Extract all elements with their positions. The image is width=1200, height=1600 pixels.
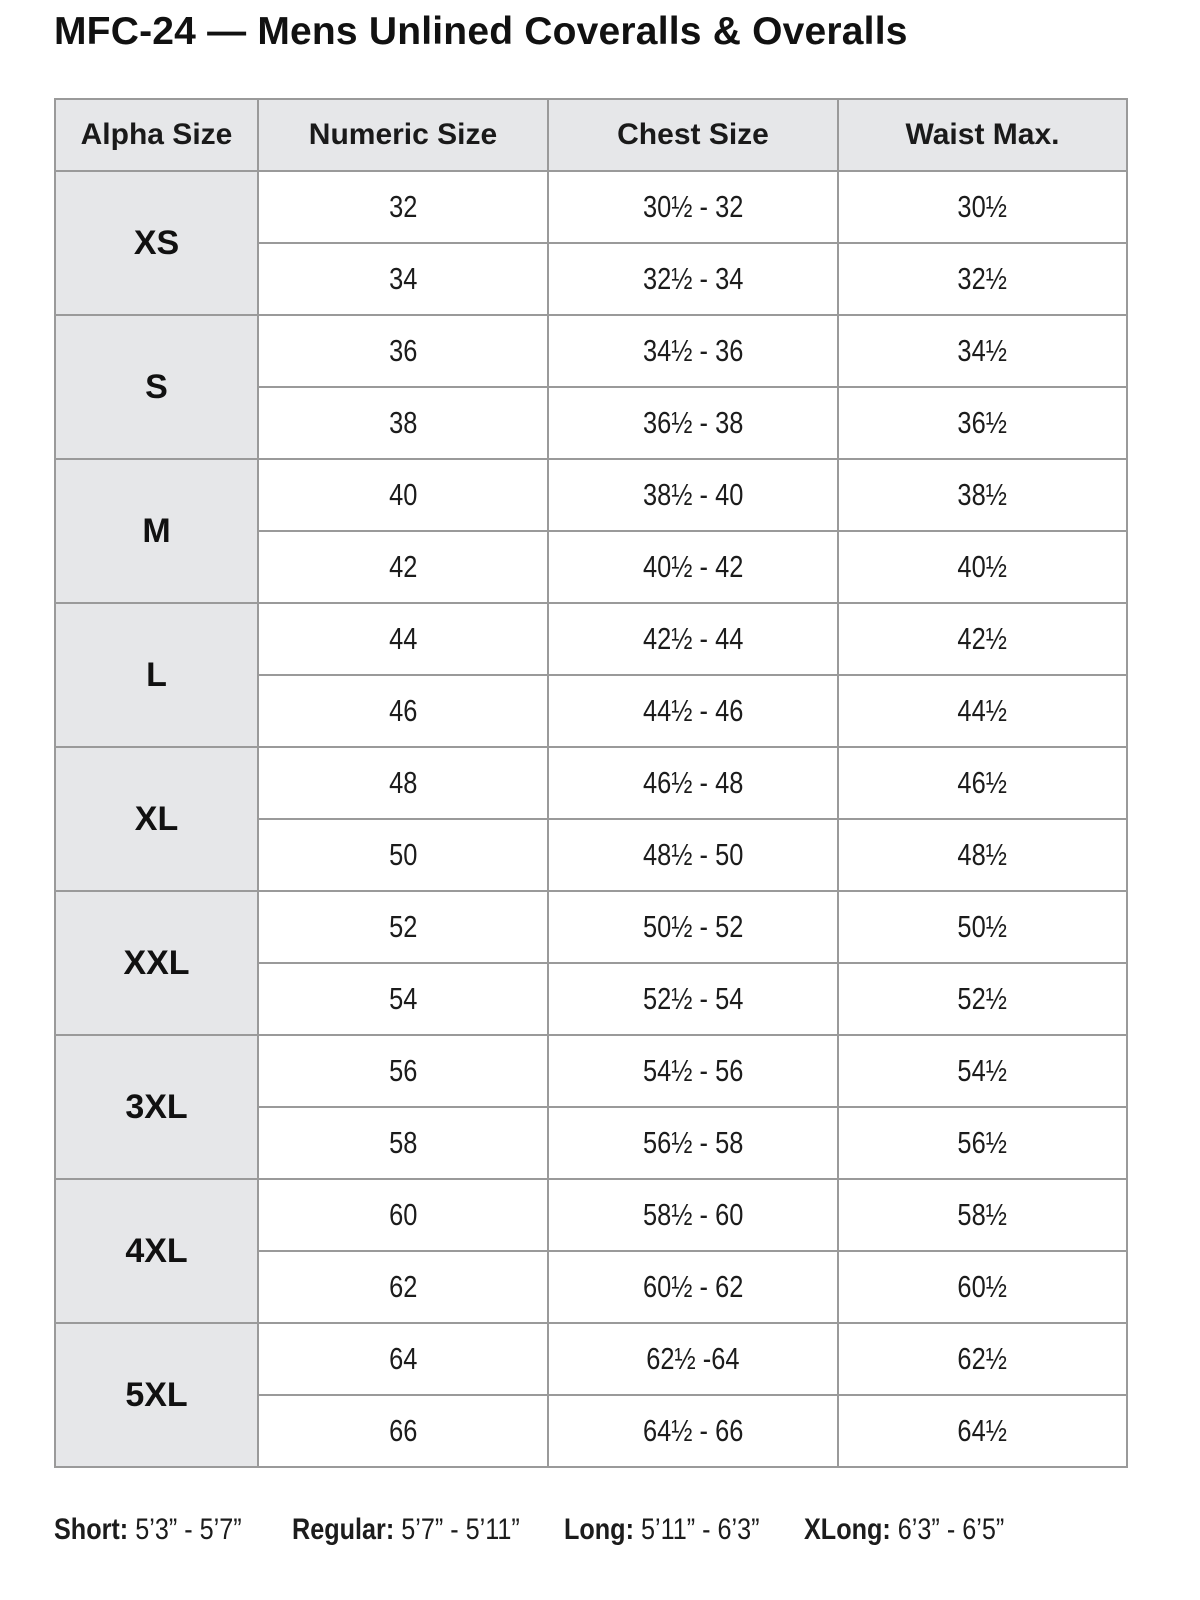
chest-size-cell (548, 891, 838, 963)
numeric-size-cell (258, 531, 548, 603)
numeric-size-value: 34 (388, 261, 418, 296)
numeric-size-cell (258, 963, 548, 1035)
chest-size-value: 44½ - 46 (642, 693, 744, 728)
waist-max-cell (838, 315, 1127, 387)
waist-max-value: 42½ (957, 621, 1008, 656)
waist-max-value: 64½ (957, 1413, 1008, 1448)
waist-max-value: 36½ (957, 405, 1008, 440)
waist-max-cell (838, 1323, 1127, 1395)
numeric-size-value: 46 (388, 693, 418, 728)
numeric-size-value: 42 (388, 549, 418, 584)
chest-size-cell (548, 243, 838, 315)
waist-max-cell (838, 171, 1127, 243)
chest-size-cell (548, 1035, 838, 1107)
page-title: MFC-24 — Mens Unlined Coveralls & Overalls (54, 10, 908, 53)
chest-size-value: 34½ - 36 (642, 333, 744, 368)
waist-max-cell (838, 243, 1127, 315)
length-value: 5’3” - 5’7” (135, 1513, 242, 1546)
alpha-size-cell: XXL (55, 891, 258, 1035)
table-body (55, 171, 1127, 1467)
numeric-size-value: 64 (388, 1341, 418, 1376)
waist-max-value: 32½ (957, 261, 1008, 296)
chest-size-cell (548, 675, 838, 747)
waist-max-value: 46½ (957, 765, 1008, 800)
chest-size-value: 64½ - 66 (642, 1413, 744, 1448)
numeric-size-cell (258, 1395, 548, 1467)
waist-max-cell (838, 675, 1127, 747)
alpha-size-cell: S (55, 315, 258, 459)
waist-max-value: 60½ (957, 1269, 1008, 1304)
numeric-size-value: 56 (388, 1053, 418, 1088)
waist-max-value: 50½ (957, 909, 1008, 944)
length-item-regular (292, 1513, 520, 1547)
numeric-size-value: 50 (388, 837, 418, 872)
alpha-size-cell: 3XL (55, 1035, 258, 1179)
waist-max-cell (838, 459, 1127, 531)
length-label: Short: (54, 1513, 129, 1546)
numeric-size-cell (258, 315, 548, 387)
chest-size-cell (548, 1395, 838, 1467)
chest-size-value: 48½ - 50 (642, 837, 744, 872)
waist-max-cell (838, 819, 1127, 891)
waist-max-cell (838, 747, 1127, 819)
numeric-size-value: 66 (388, 1413, 418, 1448)
chest-size-value: 38½ - 40 (642, 477, 744, 512)
waist-max-cell (838, 963, 1127, 1035)
chest-size-value: 58½ - 60 (642, 1197, 744, 1232)
waist-max-cell (838, 1395, 1127, 1467)
table-row (55, 603, 1127, 675)
chest-size-value: 30½ - 32 (642, 189, 744, 224)
numeric-size-cell (258, 459, 548, 531)
chest-size-cell (548, 1179, 838, 1251)
alpha-size-cell: XL (55, 747, 258, 891)
waist-max-value: 52½ (957, 981, 1008, 1016)
alpha-size-cell: 4XL (55, 1179, 258, 1323)
alpha-size-cell: M (55, 459, 258, 603)
chest-size-value: 60½ - 62 (642, 1269, 744, 1304)
length-value: 5’7” - 5’11” (401, 1513, 520, 1546)
numeric-size-value: 38 (388, 405, 418, 440)
table-row (55, 1179, 1127, 1251)
waist-max-value: 38½ (957, 477, 1008, 512)
waist-max-value: 34½ (957, 333, 1008, 368)
alpha-size-cell: XS (55, 171, 258, 315)
chest-size-cell (548, 315, 838, 387)
numeric-size-cell (258, 675, 548, 747)
numeric-size-cell (258, 603, 548, 675)
numeric-size-cell (258, 387, 548, 459)
chest-size-cell (548, 819, 838, 891)
size-chart-table (54, 98, 1128, 1468)
numeric-size-value: 58 (388, 1125, 418, 1160)
chest-size-value: 56½ - 58 (642, 1125, 744, 1160)
table-row (55, 459, 1127, 531)
numeric-size-value: 60 (388, 1197, 418, 1232)
numeric-size-value: 44 (388, 621, 418, 656)
waist-max-value: 40½ (957, 549, 1008, 584)
chest-size-value: 36½ - 38 (642, 405, 744, 440)
numeric-size-cell (258, 1251, 548, 1323)
chest-size-value: 32½ - 34 (642, 261, 744, 296)
numeric-size-cell (258, 819, 548, 891)
waist-max-value: 30½ (957, 189, 1008, 224)
numeric-size-value: 32 (388, 189, 418, 224)
alpha-size-cell: 5XL (55, 1323, 258, 1467)
numeric-size-value: 40 (388, 477, 418, 512)
chest-size-value: 50½ - 52 (642, 909, 744, 944)
waist-max-value: 62½ (957, 1341, 1008, 1376)
waist-max-cell (838, 891, 1127, 963)
chest-size-cell (548, 963, 838, 1035)
waist-max-cell (838, 387, 1127, 459)
chest-size-cell (548, 747, 838, 819)
waist-max-value: 58½ (957, 1197, 1008, 1232)
numeric-size-value: 52 (388, 909, 418, 944)
table-row (55, 171, 1127, 243)
chest-size-value: 42½ - 44 (642, 621, 744, 656)
table-row (55, 891, 1127, 963)
chest-size-value: 62½ -64 (646, 1341, 740, 1376)
numeric-size-cell (258, 1035, 548, 1107)
length-item-xlong (804, 1513, 1004, 1547)
length-label: XLong: (804, 1513, 891, 1546)
waist-max-cell (838, 531, 1127, 603)
header-alpha-size: Alpha Size (55, 99, 258, 171)
length-item-long (564, 1513, 760, 1547)
header-numeric-size: Numeric Size (258, 99, 548, 171)
waist-max-cell (838, 603, 1127, 675)
waist-max-cell (838, 1251, 1127, 1323)
waist-max-cell (838, 1107, 1127, 1179)
header-row (55, 99, 1127, 171)
numeric-size-cell (258, 891, 548, 963)
table-row (55, 1035, 1127, 1107)
waist-max-cell (838, 1179, 1127, 1251)
table-row (55, 747, 1127, 819)
waist-max-value: 56½ (957, 1125, 1008, 1160)
chest-size-cell (548, 1251, 838, 1323)
chest-size-value: 54½ - 56 (642, 1053, 744, 1088)
length-value: 5’11” - 6’3” (640, 1513, 760, 1546)
chest-size-cell (548, 459, 838, 531)
header-chest-size: Chest Size (548, 99, 838, 171)
table-row (55, 315, 1127, 387)
numeric-size-value: 48 (388, 765, 418, 800)
waist-max-value: 44½ (957, 693, 1008, 728)
alpha-size-cell: L (55, 603, 258, 747)
numeric-size-cell (258, 1107, 548, 1179)
chest-size-cell (548, 603, 838, 675)
numeric-size-cell (258, 171, 548, 243)
numeric-size-value: 36 (388, 333, 418, 368)
header-waist-max: Waist Max. (838, 99, 1127, 171)
length-label: Long: (564, 1513, 634, 1546)
waist-max-value: 54½ (957, 1053, 1008, 1088)
numeric-size-cell (258, 1179, 548, 1251)
numeric-size-cell (258, 243, 548, 315)
numeric-size-value: 54 (388, 981, 418, 1016)
length-item-short (54, 1513, 242, 1547)
numeric-size-value: 62 (388, 1269, 418, 1304)
chest-size-value: 40½ - 42 (642, 549, 744, 584)
numeric-size-cell (258, 1323, 548, 1395)
chest-size-cell (548, 1323, 838, 1395)
length-label: Regular: (292, 1513, 395, 1546)
table-header (55, 99, 1127, 171)
chest-size-value: 46½ - 48 (642, 765, 744, 800)
chest-size-cell (548, 531, 838, 603)
waist-max-cell (838, 1035, 1127, 1107)
table-row (55, 1323, 1127, 1395)
waist-max-value: 48½ (957, 837, 1008, 872)
chest-size-cell (548, 171, 838, 243)
chest-size-value: 52½ - 54 (642, 981, 744, 1016)
length-value: 6’3” - 6’5” (897, 1513, 1005, 1546)
numeric-size-cell (258, 747, 548, 819)
chest-size-cell (548, 1107, 838, 1179)
chest-size-cell (548, 387, 838, 459)
